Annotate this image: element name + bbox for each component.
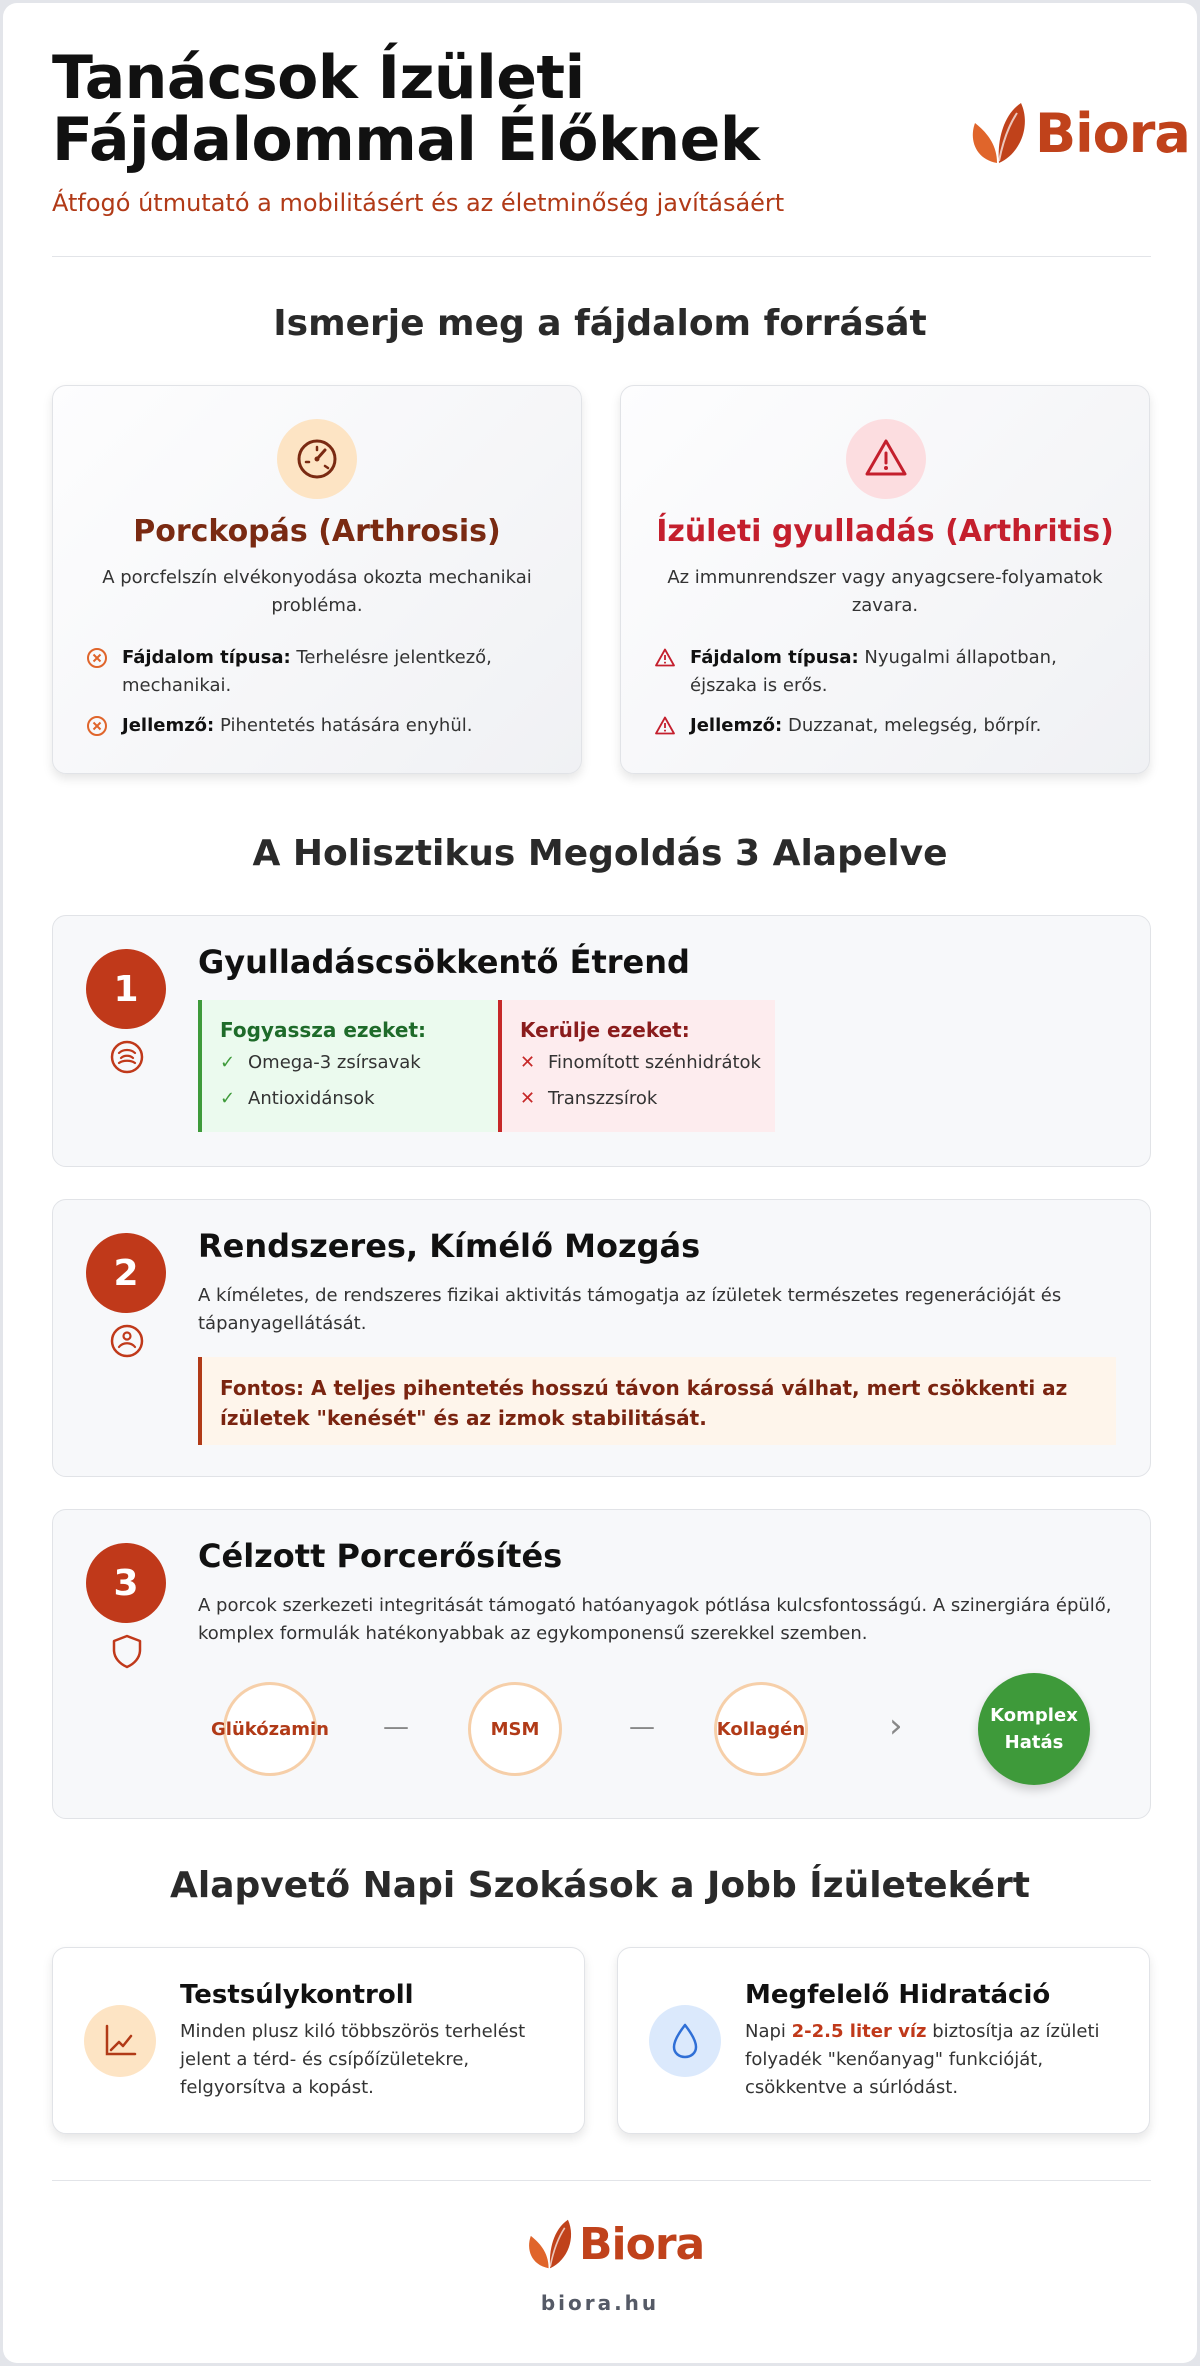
pain-text: Nyugalmi állapotban, éjszaka is erős. [690,647,1057,696]
arthrosis-card [52,385,582,774]
arthrosis-pain-type [86,644,521,700]
leaf-logo-icon [969,101,1031,165]
arthritis-feature [654,712,1089,746]
hydration-card [617,1947,1150,2134]
title-line-2: Fájdalommal Élőknek [52,105,760,175]
feature-text: Duzzanat, melegség, bőrpír. [787,715,1042,736]
step-number: 2 [86,1233,166,1313]
ingredient-glucosamine: Glükózamin [223,1682,317,1776]
logo-wordmark: Biora [579,2218,705,2270]
step-number: 3 [86,1543,166,1623]
pain-label: Fájdalom típusa: [690,647,859,668]
infographic-page [3,3,1197,2363]
chart-icon [101,2022,139,2060]
arthrosis-icon-badge [277,419,357,499]
water-drop-icon [668,2022,702,2060]
eat-item: ✓ Antioxidánsok [220,1088,375,1109]
arthritis-icon-badge [846,419,926,499]
sources-section-title: Ismerje meg a fájdalom forrását [273,303,927,344]
avoid-item: ✕ Finomított szénhidrátok [520,1052,761,1073]
hydration-icon-badge [649,2005,721,2077]
ingredient-collagen: Kollagén [714,1682,808,1776]
footer-logo [526,2218,704,2270]
principle-title: Célzott Porcerősítés [198,1537,563,1575]
chevron-right-icon: › [889,1706,903,1746]
title-line-1: Tanácsok Ízületi [52,43,585,113]
habits-section-title: Alapvető Napi Szokások a Jobb Ízületekért [170,1865,1030,1906]
arthritis-title: Ízületi gyulladás (Arthritis) [656,514,1114,549]
step-number: 1 [86,949,166,1029]
arthritis-card [620,385,1150,774]
weight-control-card [52,1947,585,2134]
check-icon: ✓ [220,1052,236,1073]
complex-effect-badge [978,1673,1090,1785]
principle-movement-card [52,1199,1151,1477]
habit-text: Minden plusz kiló többszörös terhelést jelent a térd- és csípőízületekre, felgyorsítva a kopást. [180,2021,526,2098]
feature-text: Pihentetés hatására enyhül. [219,715,473,736]
check-icon: ✓ [220,1088,236,1109]
principle-cartilage-card [52,1509,1151,1819]
page-title [52,43,952,175]
feature-label: Jellemző: [122,715,215,736]
habit-text: Napi 2-2.5 liter víz biztosítja az ízületi folyadék "kenőanyag" funkcióját, csökkentve a súrlódást. [745,2021,1100,2098]
habit-title: Megfelelő Hidratáció [745,1980,1051,2010]
warning-icon [863,436,909,482]
leaf-logo-icon [526,2218,576,2270]
separator-dash: — [383,1712,409,1742]
footer-url-link[interactable]: biora.hu [540,2291,660,2315]
shield-icon [109,1633,145,1669]
principles-section-title: A Holisztikus Megoldás 3 Alapelve [252,833,948,874]
header-logo [969,101,1190,165]
complex-effect-label: Komplex Hatás [990,1705,1078,1753]
diet-icon [109,1039,145,1075]
eat-item: ✓ Omega-3 zsírsavak [220,1052,421,1073]
pain-text: Terhelésre jelentkező, mechanikai. [122,647,492,696]
separator-dash: — [629,1712,655,1742]
weight-icon-badge [84,2005,156,2077]
important-callout: Fontos: A teljes pihentetés hosszú távon károssá válhat, mert csökkenti az ízületek "kenését" és az izmok stabilitását. [198,1357,1116,1445]
avoid-list [498,1000,775,1132]
x-circle-icon [86,644,122,700]
x-circle-icon [86,712,122,746]
arthrosis-feature [86,712,521,746]
ingredient-msm: MSM [468,1682,562,1776]
arthrosis-title: Porckopás (Arthrosis) [133,514,501,549]
pain-label: Fájdalom típusa: [122,647,291,668]
principle-title: Rendszeres, Kímélő Mozgás [198,1227,701,1265]
x-icon: ✕ [520,1052,536,1073]
divider [52,256,1151,257]
water-amount-highlight: 2-2.5 liter víz [791,2021,927,2042]
habit-title: Testsúlykontroll [180,1980,414,2010]
eat-list-heading: Fogyassza ezeket: [220,1018,427,1042]
warning-icon [654,644,690,700]
arthritis-pain-type [654,644,1089,700]
arthrosis-description: A porcfelszín elvékonyodása okozta mechanikai probléma. [102,567,532,616]
page-subtitle: Átfogó útmutató a mobilitásért és az életminőség javításáért [52,189,785,217]
principle-title: Gyulladáscsökkentő Étrend [198,943,690,981]
gauge-icon [295,437,339,481]
avoid-list-heading: Kerülje ezeket: [520,1018,690,1042]
principle-text: A kíméletes, de rendszeres fizikai aktivitás támogatja az ízületek természetes regenerációját és tápanyagellátását. [198,1285,1062,1334]
warning-icon [654,712,690,746]
movement-icon [109,1323,145,1359]
logo-wordmark: Biora [1035,101,1190,165]
divider [52,2180,1151,2181]
x-icon: ✕ [520,1088,536,1109]
feature-label: Jellemző: [690,715,783,736]
principle-text: A porcok szerkezeti integritását támogató hatóanyagok pótlása kulcsfontosságú. A szinergiára épülő, komplex formulák hatékonyabbak az egykomponensű szerekkel szemben. [198,1595,1112,1644]
avoid-item: ✕ Transzzsírok [520,1088,658,1109]
eat-list [198,1000,501,1132]
principle-diet-card [52,915,1151,1167]
arthritis-description: Az immunrendszer vagy anyagcsere-folyamatok zavara. [667,567,1103,616]
